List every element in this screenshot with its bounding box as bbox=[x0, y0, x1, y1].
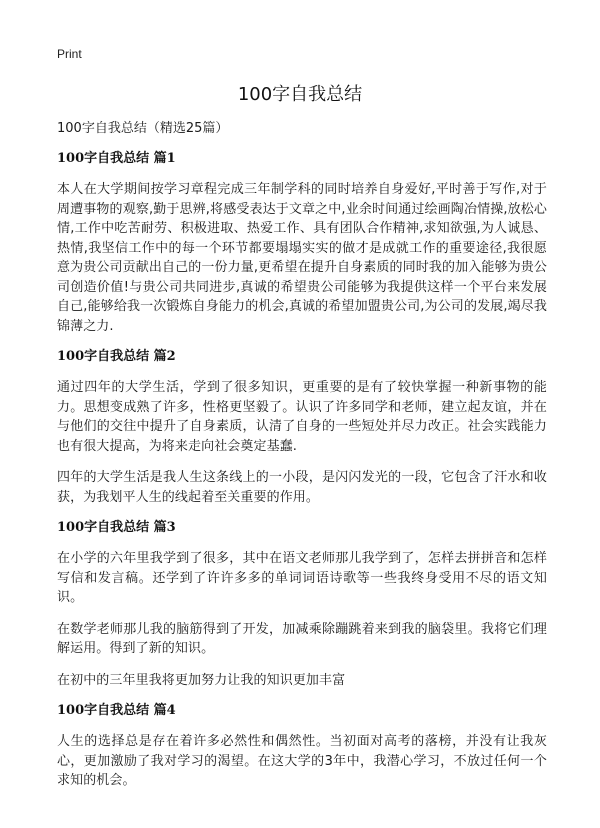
section-1-paragraph-1: 本人在大学期间按学习章程完成三年制学科的同时培养自身爱好,平时善于写作,对于周遭事物的观察,勤于思辨,将感受表达于文章之中,业余时间通过绘画陶冶情操,放松心情,工作中吃苦耐劳、积极进取、热爱工作、具有团队合作精神,求知欲强,为人诚恳、热情,我坚信工作中的每一个环节都要塌塌实实的做才是成就工作的重要途径,我很愿意为贵公司贡献出自己的一份力量,更希望在提升自身素质的同时我的加入能够为贵公司创造价值!与贵公司共同进步,真诚的希望贵公司能够为我提供这样一个平台来发展自己,能够给我一次锻炼自身能力的机会,真诚的希望加盟贵公司,为公司的发展,竭尽我锦薄之力. bbox=[57, 182, 547, 334]
section-heading-4: 100字自我总结 篇4 bbox=[57, 703, 176, 718]
document-body bbox=[57, 120, 547, 803]
intro-line: 100字自我总结（精选25篇） bbox=[57, 121, 229, 136]
section-4-paragraph-1: 人生的选择总是存在着许多必然性和偶然性。当初面对高考的落榜，并没有让我灰心，更加激励了我对学习的渴望。在这大学的3年中，我潜心学习，不放过任何一个求知的机会。 bbox=[57, 734, 547, 788]
section-heading-2: 100字自我总结 篇2 bbox=[57, 349, 176, 364]
section-2-paragraph-2: 四年的大学生活是我人生这条线上的一小段，是闪闪发光的一段，它包含了汗水和收获，为我划平人生的线起着至关重要的作用。 bbox=[57, 470, 547, 505]
section-3-paragraph-2: 在数学老师那儿我的脑筋得到了开发，加减乘除蹦跳着来到我的脑袋里。我将它们理解运用。得到了新的知识。 bbox=[57, 621, 547, 656]
section-3-paragraph-3: 在初中的三年里我将更加努力让我的知识更加丰富 bbox=[57, 672, 346, 688]
print-link[interactable]: Print bbox=[57, 47, 82, 61]
section-heading-3: 100字自我总结 篇3 bbox=[57, 520, 176, 535]
page-title: 100字自我总结 bbox=[237, 84, 363, 105]
section-3-paragraph-1: 在小学的六年里我学到了很多，其中在语文老师那儿我学到了，怎样去拼拼音和怎样写信和发言稿。还学到了许许多多的单词词语诗歌等一些我终身受用不尽的语文知识。 bbox=[57, 551, 547, 605]
section-2-paragraph-1: 通过四年的大学生活，学到了很多知识，更重要的是有了较快掌握一种新事物的能力。思想变成熟了许多，性格更坚毅了。认识了许多同学和老师，建立起友谊，并在与他们的交往中提升了自身素质，认清了自身的一些短处并尽力改正。社会实践能力也有很大提高，为将来走向社会奠定基蠢. bbox=[57, 380, 547, 454]
section-heading-1: 100字自我总结 篇1 bbox=[57, 151, 176, 166]
